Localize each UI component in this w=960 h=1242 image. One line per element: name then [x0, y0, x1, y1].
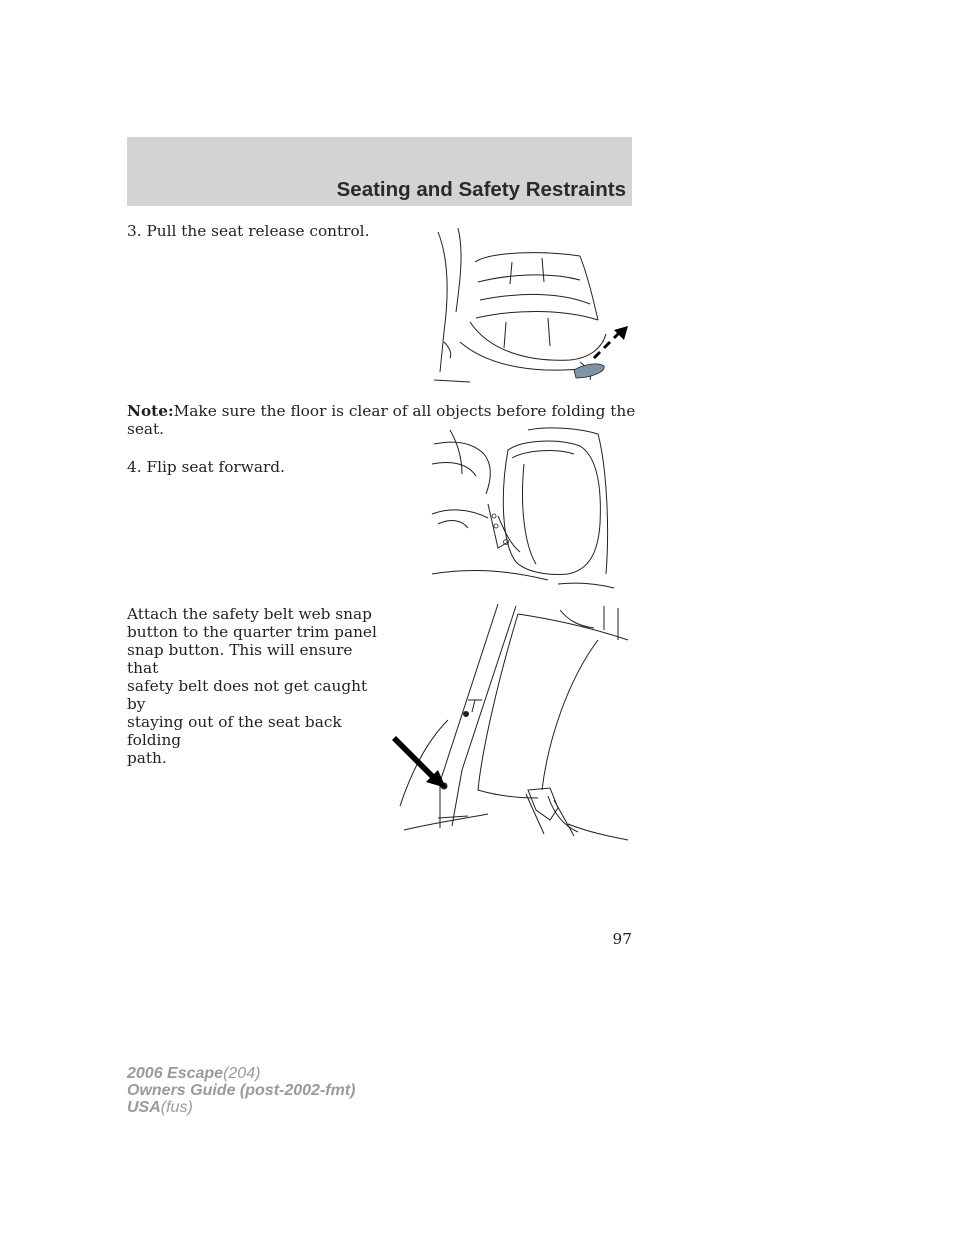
safety-belt-snap-illustration — [378, 600, 640, 848]
footer-guide: Owners Guide (post-2002-fmt) — [127, 1082, 356, 1099]
attach-line: path. — [127, 749, 167, 767]
section-header-band — [127, 137, 632, 206]
footer-model-code: (204) — [223, 1065, 261, 1082]
note-label: Note: — [127, 402, 174, 420]
step-4-text: 4. Flip seat forward. — [127, 458, 285, 476]
attach-belt-paragraph — [127, 605, 377, 767]
step-3-text: 3. Pull the seat release control. — [127, 222, 370, 240]
attach-line: button to the quarter trim panel — [127, 623, 377, 641]
section-title: Seating and Safety Restraints — [336, 178, 626, 201]
note-text: Make sure the floor is clear of all objects before folding the seat. — [127, 402, 636, 438]
attach-line: Attach the safety belt web snap — [127, 605, 372, 623]
footer-model: 2006 Escape — [127, 1065, 224, 1082]
seat-release-illustration — [430, 222, 635, 390]
attach-line: safety belt does not get caught by — [127, 677, 368, 713]
footer-market-code: (fus) — [160, 1099, 193, 1116]
attach-line: snap button. This will ensure that — [127, 641, 353, 677]
document-footer — [127, 1065, 355, 1116]
footer-market: USA — [127, 1099, 161, 1116]
page-number: 97 — [612, 930, 632, 948]
attach-line: staying out of the seat back folding — [127, 713, 342, 749]
flip-seat-forward-illustration — [428, 424, 618, 594]
